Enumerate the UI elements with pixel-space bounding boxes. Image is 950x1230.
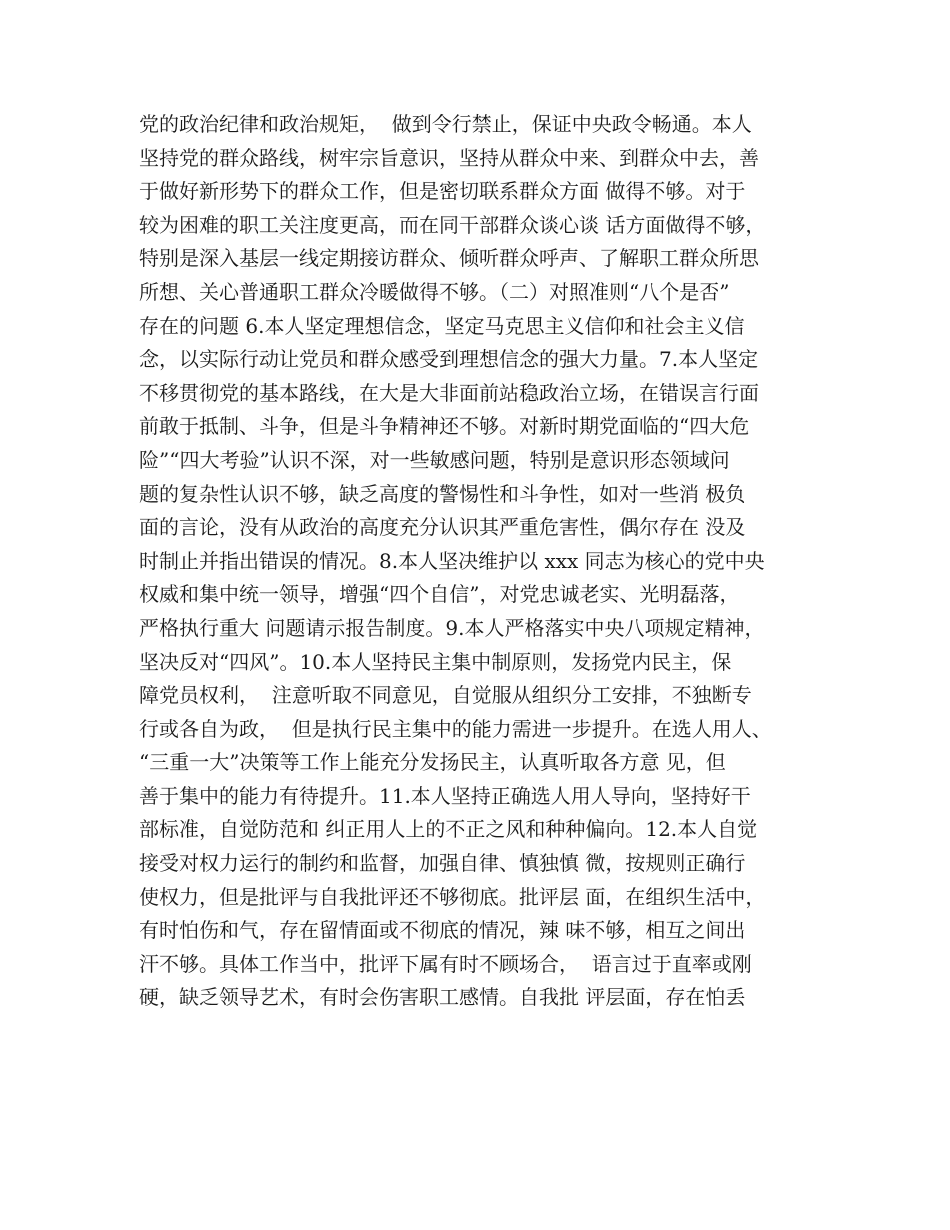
text-line: 存在的问题 6.本人坚定理想信念，坚定马克思主义信仰和社会主义信	[139, 313, 745, 338]
text-line: 前敢于抵制、斗争，但是斗争精神还不够。对新时期党面临的“四大危	[139, 414, 750, 439]
text-line: 行或各自为政， 但是执行民主集中的能力需进一步提升。在选人用人、	[139, 716, 772, 741]
text-line: 部标准，自觉防范和 纠正用人上的不正之风和种种偏向。12.本人自觉	[139, 817, 758, 842]
text-line: 坚决反对“四风”。10.本人坚持民主集中制原则，发扬党内民主，保	[139, 649, 732, 674]
text-line: 严格执行重大 问题请示报告制度。9.本人严格落实中央八项规定精神，	[139, 615, 765, 640]
text-line: 特别是深入基层一线定期接访群众、倾听群众呼声、了解职工群众所思	[139, 246, 759, 271]
text-line: 所想、关心普通职工群众冷暖做得不够。（二）对照准则“八个是否”	[139, 279, 730, 304]
text-line: 不移贯彻党的基本路线，在大是大非面前站稳政治立场，在错误言行面	[139, 380, 759, 405]
text-line: 善于集中的能力有待提升。11.本人坚持正确选人用人导向，坚持好干	[139, 783, 751, 808]
text-line: 面的言论，没有从政治的高度充分认识其严重危害性，偶尔存在 没及	[139, 515, 746, 540]
text-line: 坚持党的群众路线，树牢宗旨意识，坚持从群众中来、到群众中去，善	[139, 145, 759, 170]
text-line: 障党员权利， 注意听取不同意见，自觉服从组织分工安排，不独断专	[139, 683, 752, 708]
text-line: 念，以实际行动让党员和群众感受到理想信念的强大力量。7.本人坚定	[139, 347, 759, 372]
text-line: 汗不够。具体工作当中，批评下属有时不顾场合， 语言过于直率或刚	[139, 951, 752, 976]
text-line: 权威和集中统一领导，增强“四个自信”，对党忠诚老实、光明磊落，	[139, 582, 740, 607]
text-line: 使权力，但是批评与自我批评还不够彻底。批评层 面，在组织生活中，	[139, 884, 766, 909]
body-text	[139, 108, 829, 1015]
text-line: “三重一大”决策等工作上能充分发扬民主，认真听取各方意 见，但	[139, 750, 726, 775]
text-line: 党的政治纪律和政治规矩， 做到令行禁止，保证中央政令畅通。本人	[139, 112, 752, 136]
text-line: 有时怕伤和气，存在留情面或不彻底的情况，辣 味不够，相互之间出	[139, 918, 746, 943]
text-line: 题的复杂性认识不够，缺乏高度的警惕性和斗争性，如对一些消 极负	[139, 481, 746, 506]
text-line: 于做好新形势下的群众工作，但是密切联系群众方面 做得不够。对于	[139, 179, 746, 204]
text-line: 接受对权力运行的制约和监督，加强自律、慎独慎 微，按规则正确行	[139, 851, 746, 876]
text-line: 时制止并指出错误的情况。8.本人坚决维护以 xxx 同志为核心的党中央	[139, 548, 765, 573]
text-line: 硬，缺乏领导艺术，有时会伤害职工感情。自我批 评层面，存在怕丢	[139, 985, 746, 1010]
text-line: 险”“四大考验”认识不深，对一些敏感问题，特别是意识形态领域问	[139, 447, 730, 472]
text-line: 较为困难的职工关注度更高，而在同干部群众谈心谈 话方面做得不够，	[139, 212, 766, 237]
